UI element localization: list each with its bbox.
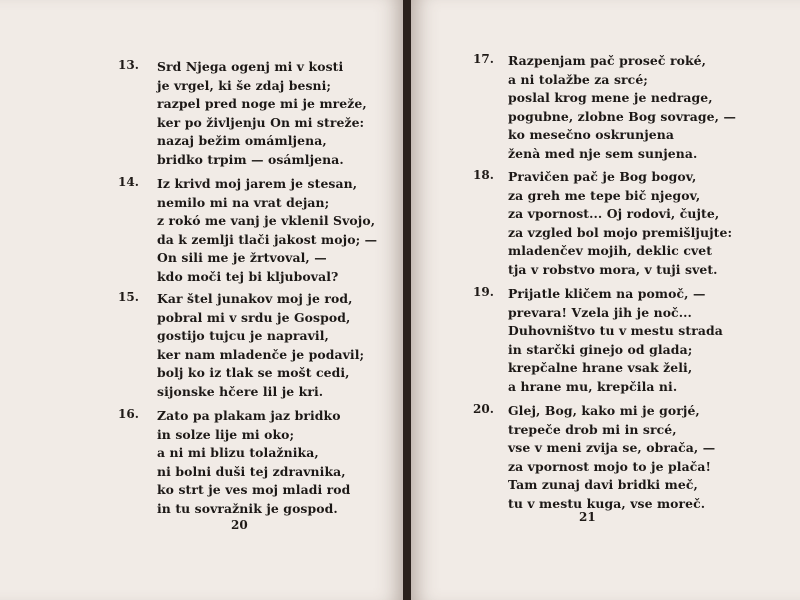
- verse-line: trepeče drob mi in srcé,: [508, 421, 677, 437]
- verse-line: a ni mi blizu tolažnika,: [157, 445, 319, 461]
- verse-line: nazaj bežim omámljena,: [157, 133, 327, 149]
- verse-line: mladenčev mojih, deklic cvet: [508, 243, 713, 259]
- verse-line: pobral mi v srdu je Gospod,: [157, 309, 351, 325]
- verse-line: nemilo mi na vrat dejan;: [157, 194, 330, 210]
- verse-line: Pravičen pač je Bog bogov,: [508, 169, 697, 184]
- right-page: [411, 0, 800, 600]
- verse-line: Tam zunaj davi bridki meč,: [508, 477, 698, 493]
- verse-line: bolj ko iz tlak se mošt cedi,: [157, 365, 350, 381]
- verse-line: tja v robstvo mora, v tuji svet.: [508, 261, 718, 277]
- verse-line: ker nam mladenče je podavil;: [157, 346, 365, 362]
- verse-line: sijonske hčere lil je kri.: [157, 383, 324, 399]
- page-number: 21: [579, 510, 596, 524]
- page-number: 20: [231, 518, 248, 532]
- verse-line: poslal krog mene je nedrage,: [508, 90, 713, 106]
- verse-line: Srd Njega ogenj mi v kosti: [157, 59, 344, 74]
- verse-line: a ni tolažbe za srcé;: [508, 71, 648, 87]
- verse-line: za vpornost mojo to je plača!: [508, 458, 712, 474]
- verse-line: z rokó me vanj je vklenil Svojo,: [157, 213, 376, 229]
- verse-line: a hrane mu, krepčila ni.: [508, 378, 678, 394]
- verse-line: za vzgled bol mojo premišljujte:: [508, 224, 733, 240]
- verse-line: Prijatle kličem na pomoč, —: [508, 286, 706, 301]
- verse-line: Glej, Bog, kako mi je gorjé,: [508, 403, 700, 418]
- verse-line: ko strt je ves moj mladi rod: [157, 482, 351, 498]
- stanza-number: 15.: [118, 290, 139, 304]
- verse-line: Razpenjam pač proseč roké,: [508, 53, 707, 68]
- stanza-number: 17.: [473, 52, 494, 66]
- verse-line: za greh me tepe bič njegov,: [508, 187, 701, 203]
- verse-line: razpel pred noge mi je mreže,: [157, 96, 367, 112]
- verse-line: Zato pa plakam jaz bridko: [157, 408, 341, 423]
- stanza-number: 14.: [118, 175, 139, 189]
- verse-line: ker po življenju On mi streže:: [157, 114, 365, 130]
- verse-line: krepčalne hrane vsak želi,: [508, 360, 693, 376]
- verse-line: in tu sovražnik je gospod.: [157, 500, 338, 516]
- stanza-number: 13.: [118, 58, 139, 72]
- verse-line: On sili me je žrtvoval, —: [157, 250, 327, 266]
- verse-line: vse v meni zvija se, obrača, —: [508, 440, 716, 456]
- verse-line: ženà med nje sem sunjena.: [508, 145, 698, 161]
- verse-line: Duhovništvo tu v mestu strada: [508, 323, 723, 339]
- stanza-number: 16.: [118, 407, 139, 421]
- verse-line: pogubne, zlobne Bog sovrage, —: [508, 108, 736, 124]
- stanza-number: 18.: [473, 168, 494, 182]
- verse-line: tu v mestu kuga, vse moreč.: [508, 495, 706, 511]
- verse-line: je vrgel, ki še zdaj besni;: [157, 77, 332, 93]
- verse-line: ni bolni duši tej zdravnika,: [157, 463, 346, 479]
- verse-line: ko mesečno oskrunjena: [508, 127, 675, 143]
- verse-line: kdo moči tej bi kljuboval?: [157, 268, 339, 284]
- book-gutter: [403, 0, 411, 600]
- verse-line: da k zemlji tlači jakost mojo; —: [157, 231, 378, 247]
- verse-line: za vpornost... Oj rodovi, čujte,: [508, 206, 720, 222]
- verse-line: Iz krivd moj jarem je stesan,: [157, 176, 358, 191]
- verse-line: gostijo tujcu je napravil,: [157, 328, 329, 344]
- verse-line: in solze lije mi oko;: [157, 426, 295, 442]
- stanza-number: 20.: [473, 402, 494, 416]
- verse-line: Kar štel junakov moj je rod,: [157, 291, 353, 306]
- stanza-number: 19.: [473, 285, 494, 299]
- verse-line: prevara! Vzela jih je noč...: [508, 304, 692, 320]
- verse-line: in starčki ginejo od glada;: [508, 341, 693, 357]
- verse-line: bridko trpim — osámljena.: [157, 151, 344, 167]
